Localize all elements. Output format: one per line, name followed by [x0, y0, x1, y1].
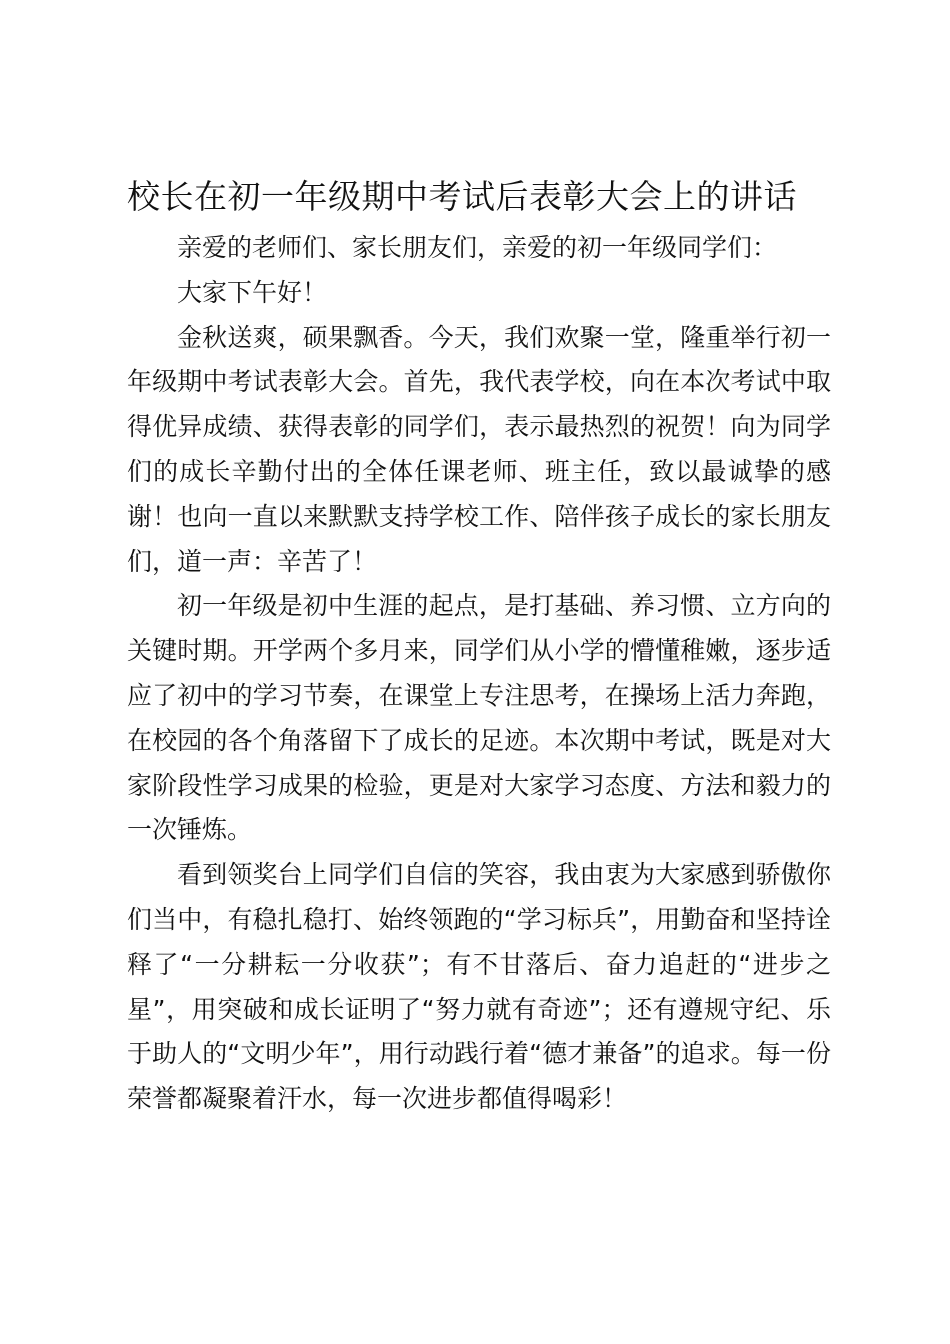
- paragraph-3: 看到领奖台上同学们自信的笑容，我由衷为大家感到骄傲你们当中，有稳扎稳打、始终领跑的“学习标兵”，用勤奋和坚持诠释了“一分耕耘一分收获”；有不甘落后、奋力追赶的“进步之星”，用突破和成长证明了“努力就有奇迹”；还有遵规守纪、乐于助人的“文明少年”，用行动践行着“德才兼备”的追求。每一份荣誉都凝聚着汗水，每一次进步都值得喝彩！: [127, 860, 831, 1114]
- paragraph-2: 初一年级是初中生涯的起点，是打基础、养习惯、立方向的关键时期。开学两个多月来，同学们从小学的懵懂稚嫩，逐步适应了初中的学习节奏，在课堂上专注思考，在操场上活力奔跑，在校园的各个角落留下了成长的足迹。本次期中考试，既是对大家阶段性学习成果的检验，更是对大家学习态度、方法和毅力的一次锤炼。: [127, 591, 831, 845]
- salutation: 亲爱的老师们、家长朋友们，亲爱的初一年级同学们：: [177, 233, 778, 262]
- document-title: 校长在初一年级期中考试后表彰大会上的讲话: [127, 177, 797, 216]
- paragraph-1: 金秋送爽，硕果飘香。今天，我们欢聚一堂，隆重举行初一年级期中考试表彰大会。首先，我代表学校，向在本次考试中取得优异成绩、获得表彰的同学们，表示最热烈的祝贺！向为同学们的成长辛勤付出的全体任课老师、班主任，致以最诚挚的感谢！也向一直以来默默支持学校工作、陪伴孩子成长的家长朋友们，道一声：辛苦了！: [127, 322, 831, 576]
- greeting: 大家下午好！: [177, 277, 328, 307]
- document-page: [127, 168, 831, 1122]
